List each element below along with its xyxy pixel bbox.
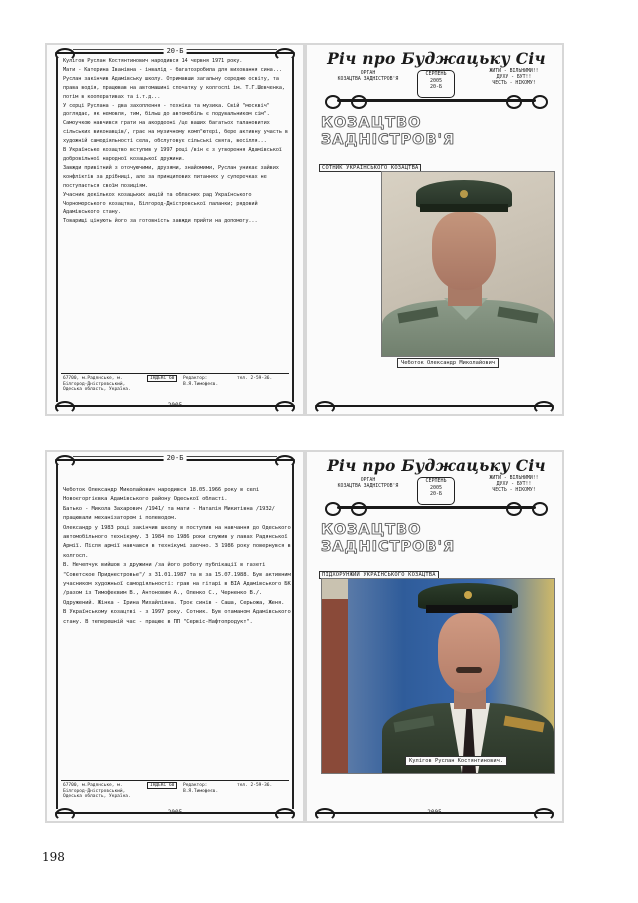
masthead-title: Річ про Буджацьку Січ	[327, 456, 546, 475]
issue-year: 2005	[167, 809, 183, 816]
booklet-spread-1	[45, 43, 564, 416]
right-page-portrait	[307, 452, 562, 821]
portrait-photo	[321, 578, 555, 774]
photo-caption-rank: СОТНИК УКРАЇНСЬКОГО КОЗАЦТВА	[319, 164, 421, 172]
frame-right-rule	[292, 57, 294, 402]
section-title: КОЗАЦТВО ЗАДНІСТРОВ'Я	[321, 522, 456, 555]
photo-caption-rank: ПІДХОРУНЖИЙ УКРАЇНСЬКОГО КОЗАЦТВА	[319, 571, 439, 579]
masthead-organ: ОРГАН КОЗАЦТВА ЗАДНІСТРОВ'Я	[337, 478, 399, 490]
portrait-photo	[381, 171, 555, 357]
imprint-phone: тел. 2-59-36.	[237, 783, 273, 788]
imprint-index: ІНДЕКС 60	[147, 375, 177, 382]
page-folio: 20-Б	[164, 47, 187, 55]
imprint-address: 67700, м.Радянське, м. Білгород-Дністровський, Одеська область, Україна.	[63, 376, 131, 393]
masthead-motto: ЖИТИ - ВІЛЬНИМИ!! ДУХУ - БУТ!! ЧЕСТЬ - НІКОМУ!	[489, 476, 539, 494]
masthead-emblem: СЕРПЕНЬ 2005 20-Б	[417, 477, 455, 505]
masthead-title: Річ про Буджацьку Січ	[327, 49, 546, 68]
imprint-address: 67700, м.Радянське, м. Білгород-Дністровський, Одеська область, Україна.	[63, 783, 131, 800]
imprint-phone: тел. 2-59-36.	[237, 376, 273, 381]
issue-year: 2005	[167, 402, 183, 409]
masthead-organ: ОРГАН КОЗАЦТВА ЗАДНІСТРОВ'Я	[337, 71, 399, 83]
imprint-index: ІНДЕКС 60	[147, 782, 177, 789]
issue-year: 2005	[427, 809, 442, 816]
section-title: КОЗАЦТВО ЗАДНІСТРОВ'Я	[321, 115, 456, 148]
imprint-editor: Редактор: В.Я.Тимофеєв.	[183, 376, 219, 387]
masthead-motto: ЖИТИ - ВІЛЬНИМИ!! ДУХУ - БУТ!! ЧЕСТЬ - НІКОМУ!	[489, 69, 539, 87]
masthead-scroll-ornament	[325, 93, 548, 107]
page-folio: 20-Б	[164, 454, 187, 462]
imprint-block	[61, 780, 289, 803]
left-page-biography	[47, 452, 303, 821]
masthead	[321, 456, 552, 516]
imprint-editor: Редактор: В.Я.Тимофеєв.	[183, 783, 219, 794]
biography-text: Чеботок Олександр Миколайович народився 18.05.1966 року в селі Новоєгоргієвка Адамівського району Одеської області. Батько - Микола Захарович /1941/ та мати - Наталія Микитівна /1932/ працювали механізатором і полеводом. Олександр у 1983 році закінчив школу в поступив на навчання до Одеського автомобільного технікуму. З 1984 по 1986 роки служив у лавах Радянської Армії. Після армії навчався в технікумі заочно. З 1986 року повернувся в колгосп. В. Нечепчук вийшов з дружини /за його роботу публікації в газеті "Советское Приднестровье"/ з 31.01.1987 та в за 15.07.1988. Був активним учасником художньої самодіяльності: грав на гітарі в ВІА Адамівського БК /разом із Тимофеєвим В., Антоновим А., Оленко С., Черненко В./. Одружений. Жінка - Ірина Михайлівна. Троє синів - Саша, Серьожа, Женя. В Українському козацтві - з 1997 року. Сотник. Був отаманом Адамівського стану. В теперешній час - працює в ПП "Сервіс-Нафтопродукт".	[63, 487, 291, 625]
biography-text: Кулігов Руслан Костянтинович народився 14 червня 1971 року. Мати - Катерина Іванівна - інвалід - багатозробила для виховання сина... Руслан закінчив Адамівську школу. Отримавши загальну середню освіту, та права водія, працював на автомашині спочатку у колгоспі ім. Т.Г.Шевченка, потім в кооперативах та і.т.д... У серці Руслана - два захоплення - техніка та музика. Свій "москвіч" доглядає, як немовля, тим, більш до автомобіль є подувальником сім". Самоучкою навчився грати на акордеоні /це ваших багатьох талановитих сільських виконавців/, грає на музичному комп"ютері, бере активну участь в художній самодіяльності села, обслуговує сільські свята, весілля... В Українське козацтво вступив у 1997 році /він є з утворення Адамівської добровільної народної козацької дружини. Завжди привітний з оточуючими, друзями, знайомими, Руслан уникає зайвих конфліктів за дрібниці, але за принципових питаннях у суперечках не поступається своїм позиціям. Учасник декількох козацьких акцій та обласних рад Українського Чорноморського козацтва, Білгород-Дністровської паланки; рядовий Адамівського стану. Товарищі цінують його за готовність завжди прийти на допомогу...	[63, 58, 288, 225]
right-page-portrait	[307, 45, 562, 414]
ornament-bottom	[315, 401, 554, 411]
book-page-number: 198	[42, 850, 65, 864]
masthead	[321, 49, 552, 109]
photo-caption-name: Чеботок Олександр Миколайович	[397, 358, 499, 368]
masthead-scroll-ornament	[325, 500, 548, 514]
photo-caption-name: Кулігов Руслан Костянтинович.	[405, 756, 507, 766]
masthead-emblem: СЕРПЕНЬ 2005 20-Б	[417, 70, 455, 98]
frame-left-rule	[56, 57, 58, 402]
frame-right-rule	[292, 464, 294, 809]
frame-left-rule	[56, 464, 58, 809]
ornament-top	[55, 455, 295, 465]
booklet-spread-2	[45, 450, 564, 823]
left-page-biography	[47, 45, 303, 414]
imprint-block	[61, 373, 289, 396]
